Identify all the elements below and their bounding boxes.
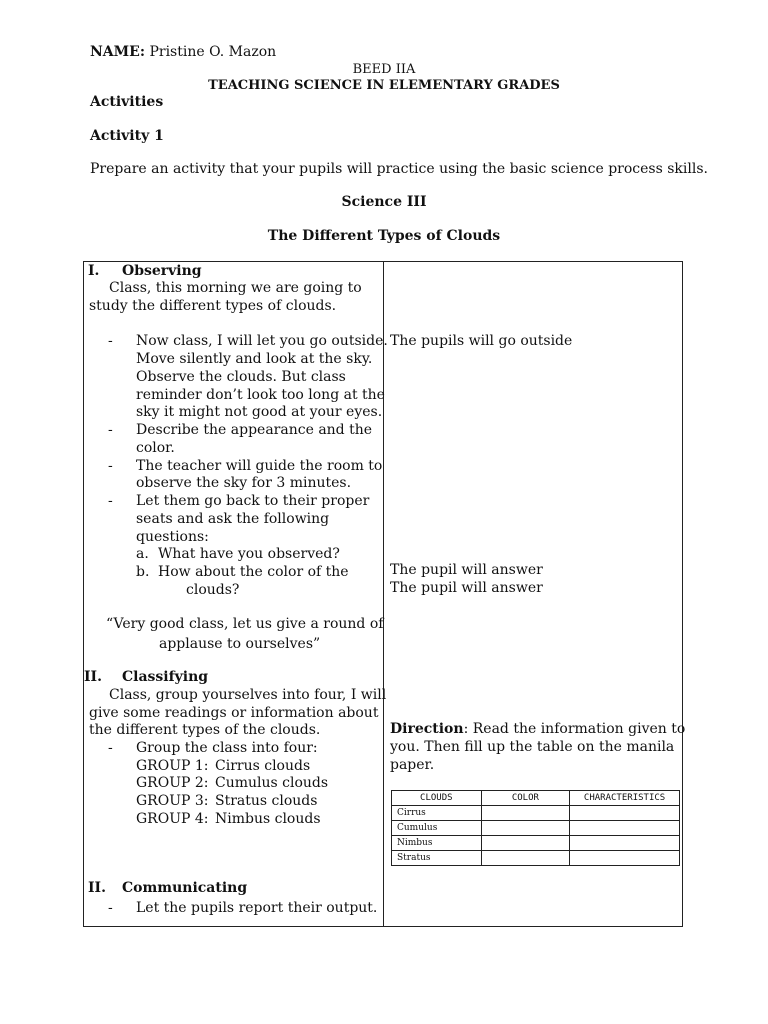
bullet-dash: -	[108, 900, 113, 916]
group-label: GROUP 2:	[136, 775, 209, 791]
quote-line: applause to ourselves”	[159, 636, 321, 652]
bullet-line: seats and ask the following	[136, 511, 330, 527]
program: BEED IIA	[352, 62, 416, 77]
section-heading-communicating: Communicating	[122, 880, 248, 896]
direction-text: : Read the information given to	[463, 721, 686, 737]
color-cell	[481, 851, 570, 866]
paragraph-line: Class, this morning we are going to	[109, 280, 362, 296]
cloud-name-cell: Nimbus	[392, 836, 482, 851]
bullet-line: Move silently and look at the sky.	[136, 351, 373, 367]
header-clouds: CLOUDS	[392, 791, 482, 806]
bullet-line: Observe the clouds. But class	[136, 369, 346, 385]
group-label: GROUP 1:	[136, 758, 209, 774]
clouds-table	[391, 790, 680, 866]
section-number: I.	[88, 263, 100, 279]
bullet-dash: -	[108, 458, 113, 474]
table-row	[392, 851, 680, 866]
group-cloud: Cumulus clouds	[215, 775, 329, 791]
bullet-line: Group the class into four:	[136, 740, 318, 756]
characteristics-cell	[570, 821, 680, 836]
color-cell	[481, 836, 570, 851]
quote-line: “Very good class, let us give a round of	[106, 616, 384, 632]
characteristics-cell	[570, 806, 680, 821]
question-label: b.	[136, 564, 150, 580]
group-cloud: Nimbus clouds	[215, 811, 321, 827]
question-label: a.	[136, 546, 149, 562]
section-heading-observing: Observing	[122, 263, 202, 279]
paragraph-line: the different types of the clouds.	[89, 722, 321, 738]
paragraph-line: study the different types of clouds.	[89, 298, 337, 314]
table-row	[392, 821, 680, 836]
bullet-line: The teacher will guide the room to	[136, 458, 383, 474]
pupil-response: The pupil will answer	[390, 580, 543, 596]
paragraph-line: give some readings or information about	[89, 705, 379, 721]
clouds-table-header-row	[392, 791, 680, 806]
lesson-table	[83, 261, 686, 927]
group-label: GROUP 4:	[136, 811, 209, 827]
color-cell	[481, 821, 570, 836]
pupil-response: The pupil will answer	[390, 562, 543, 578]
bullet-line: Let them go back to their proper	[136, 493, 370, 509]
bullet-line: Now class, I will let you go outside.	[136, 333, 388, 349]
section-number: II.	[88, 880, 106, 896]
question-text: clouds?	[186, 582, 240, 598]
group-cloud: Cirrus clouds	[215, 758, 311, 774]
subject-title: Science III	[341, 194, 427, 210]
bullet-line: Describe the appearance and the	[136, 422, 373, 438]
table-row	[392, 836, 680, 851]
bullet-line: Let the pupils report their output.	[136, 900, 378, 916]
direction-line	[390, 720, 685, 738]
bullet-dash: -	[108, 740, 113, 756]
lesson-title: The Different Types of Clouds	[267, 228, 501, 244]
direction-label: Direction	[390, 721, 464, 737]
cloud-name-cell: Stratus	[392, 851, 482, 866]
bullet-dash: -	[108, 422, 113, 438]
characteristics-cell	[570, 836, 680, 851]
bullet-line: color.	[136, 440, 175, 456]
direction-line: you. Then fill up the table on the manila	[390, 739, 675, 755]
bullet-line: observe the sky for 3 minutes.	[136, 475, 352, 491]
table-row	[392, 806, 680, 821]
header-characteristics: CHARACTERISTICS	[570, 791, 680, 806]
course-title: TEACHING SCIENCE IN ELEMENTARY GRADES	[208, 78, 560, 93]
name-line	[90, 44, 276, 60]
bullet-line: questions:	[136, 529, 209, 545]
cloud-name-cell: Cumulus	[392, 821, 482, 836]
name-label: NAME:	[90, 44, 145, 60]
bullet-line: sky it might not good at your eyes.	[136, 404, 383, 420]
activities-heading: Activities	[90, 94, 164, 110]
question-text: How about the color of the	[158, 564, 349, 580]
bullet-line: reminder don’t look too long at the	[136, 387, 385, 403]
group-label: GROUP 3:	[136, 793, 209, 809]
paragraph-line: Class, group yourselves into four, I will	[109, 687, 387, 703]
column-divider	[383, 262, 384, 926]
color-cell	[481, 806, 570, 821]
cloud-name-cell: Cirrus	[392, 806, 482, 821]
header-color: COLOR	[481, 791, 570, 806]
characteristics-cell	[570, 851, 680, 866]
section-number: II.	[84, 669, 102, 685]
bullet-dash: -	[108, 493, 113, 509]
section-heading-classifying: Classifying	[122, 669, 209, 685]
direction-line: paper.	[390, 757, 435, 773]
question-text: What have you observed?	[158, 546, 340, 562]
activity-heading: Activity 1	[90, 128, 164, 144]
bullet-dash: -	[108, 333, 113, 349]
instruction-text: Prepare an activity that your pupils will practice using the basic science process skills.	[90, 161, 708, 177]
name-value: Pristine O. Mazon	[149, 44, 277, 60]
pupil-response: The pupils will go outside	[390, 333, 573, 349]
group-cloud: Stratus clouds	[215, 793, 318, 809]
